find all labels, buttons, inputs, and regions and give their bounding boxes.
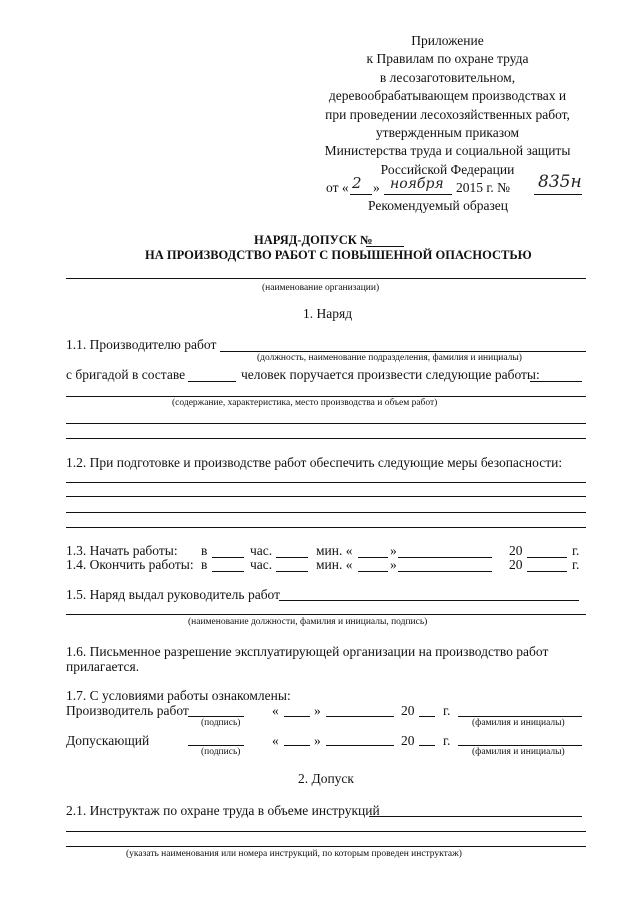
admitting-signature-field[interactable]: [188, 745, 244, 746]
p1-4-year: г.: [572, 557, 580, 572]
start-month-field[interactable]: [398, 557, 492, 558]
brigade-prefix: с бригадой в составе: [66, 367, 186, 382]
end-min-field[interactable]: [276, 571, 308, 572]
p1-4-close: »: [390, 557, 397, 572]
admitting-year-field[interactable]: [419, 745, 435, 746]
org-caption: (наименование организации): [262, 283, 380, 293]
p1-1-caption: (должность, наименование подразделения, фамилия и инициалы): [257, 353, 522, 363]
issuer-field-2[interactable]: [66, 614, 586, 615]
p1-3-min: мин. «: [316, 543, 353, 558]
annex-number-handwritten: 835н: [538, 172, 582, 192]
annex-day-close: »: [373, 180, 380, 195]
start-min-field[interactable]: [276, 557, 308, 558]
org-name-line[interactable]: [66, 278, 586, 279]
producer-20: 20: [401, 703, 415, 718]
end-day-field[interactable]: [358, 571, 388, 572]
p1-6-line2: прилагается.: [66, 659, 140, 674]
instructions-field[interactable]: [369, 816, 582, 817]
producer-name-field[interactable]: [458, 716, 582, 717]
p1-3-year: г.: [572, 543, 580, 558]
annex-year-text: 2015 г. №: [456, 180, 511, 195]
start-day-field[interactable]: [358, 557, 388, 558]
annex-line: деревообрабатывающем производствах и: [328, 88, 567, 104]
admitting-label: Допускающий: [66, 733, 150, 748]
p1-7-text: 1.7. С условиями работы ознакомлены:: [66, 688, 291, 703]
instructions-field-2[interactable]: [66, 831, 586, 832]
annex-line: Российской Федерации: [380, 161, 515, 177]
p1-5-caption: (наименование должности, фамилия и инициалы, подпись): [188, 617, 428, 627]
producer-year-field[interactable]: [419, 716, 435, 717]
annex-line: Приложение: [411, 33, 484, 48]
p2-1-text: 2.1. Инструктаж по охране труда в объеме инструкций: [66, 803, 380, 818]
producer-sig-caption: (подпись): [201, 718, 241, 728]
p1-2-text: 1.2. При подготовке и производстве работ обеспечить следующие меры безопасности:: [66, 455, 563, 470]
p1-5-label: 1.5. Наряд выдал руководитель работ: [66, 587, 281, 602]
p1-4-20: 20: [509, 557, 523, 572]
annex-sample-label: Рекомендуемый образец: [368, 198, 509, 213]
annex-line: к Правилам по охране труда: [366, 51, 529, 67]
annex-day-handwritten: 2: [352, 174, 362, 192]
works-caption: (содержание, характеристика, место производства и объем работ): [172, 398, 438, 408]
p1-3-hour: час.: [250, 543, 273, 558]
annex-month-handwritten: ноября: [390, 176, 444, 192]
section2-heading: 2. Допуск: [298, 771, 354, 786]
issuer-field[interactable]: [279, 600, 579, 601]
instructions-field-3[interactable]: [66, 846, 586, 847]
p1-3-20: 20: [509, 543, 523, 558]
safety-field-4[interactable]: [66, 527, 586, 528]
annex-date-prefix: от «: [326, 180, 349, 195]
p1-6-line1: 1.6. Письменное разрешение эксплуатирующей организации на производство работ: [66, 644, 549, 659]
p1-1-label: 1.1. Производителю работ: [66, 337, 217, 352]
p2-1-caption: (указать наименования или номера инструкций, по которым проведен инструктаж): [126, 849, 462, 859]
producer-quote-open: «: [272, 703, 279, 718]
works-field-inline[interactable]: [530, 381, 582, 382]
producer-signature-field[interactable]: [188, 716, 244, 717]
annex-line: утвержденным приказом: [375, 125, 520, 141]
works-field-1[interactable]: [66, 396, 586, 397]
brigade-suffix: человек поручается произвести следующие работы:: [241, 367, 540, 382]
p1-4-min: мин. «: [316, 557, 353, 572]
annex-block: [300, 32, 595, 179]
safety-field-2[interactable]: [66, 496, 586, 497]
admitting-20: 20: [401, 733, 415, 748]
producer-field[interactable]: [220, 351, 586, 352]
admitting-quote-close: »: [314, 733, 321, 748]
end-hour-field[interactable]: [212, 571, 244, 572]
producer-month-field[interactable]: [326, 716, 394, 717]
annex-line: в лесозаготовительном,: [379, 69, 516, 85]
form-subtitle: НА ПРОИЗВОДСТВО РАБОТ С ПОВЫШЕННОЙ ОПАСНОСТЬЮ: [145, 248, 532, 262]
admitting-sig-caption: (подпись): [201, 747, 241, 757]
producer-day-field[interactable]: [284, 716, 310, 717]
end-month-field[interactable]: [398, 571, 492, 572]
end-year-field[interactable]: [527, 571, 567, 572]
admitting-name-caption: (фамилия и инициалы): [472, 747, 565, 757]
safety-field-3[interactable]: [66, 512, 586, 513]
p1-3-close: »: [390, 543, 397, 558]
start-hour-field[interactable]: [212, 557, 244, 558]
admitting-quote-open: «: [272, 733, 279, 748]
section1-heading: 1. Наряд: [303, 306, 353, 321]
works-field-2[interactable]: [66, 423, 586, 424]
brigade-count-field[interactable]: [188, 381, 236, 382]
form-title: НАРЯД-ДОПУСК №: [254, 233, 373, 247]
works-field-3[interactable]: [66, 438, 586, 439]
producer-year-label: г.: [443, 703, 451, 718]
start-year-field[interactable]: [527, 557, 567, 558]
admitting-day-field[interactable]: [284, 745, 310, 746]
p1-4-label: 1.4. Окончить работы:: [66, 557, 194, 572]
annex-line: при проведении лесохозяйственных работ,: [325, 106, 570, 122]
producer-label: Производитель работ: [66, 703, 189, 718]
admitting-month-field[interactable]: [326, 745, 394, 746]
p1-4-in: в: [201, 557, 208, 572]
admitting-year-label: г.: [443, 733, 451, 748]
p1-3-label: 1.3. Начать работы:: [66, 543, 178, 558]
safety-field-1[interactable]: [66, 482, 586, 483]
p1-4-hour: час.: [250, 557, 273, 572]
p1-3-in: в: [201, 543, 208, 558]
admitting-name-field[interactable]: [458, 745, 582, 746]
annex-line: Министерства труда и социальной защиты: [324, 143, 571, 159]
producer-name-caption: (фамилия и инициалы): [472, 718, 565, 728]
producer-quote-close: »: [314, 703, 321, 718]
